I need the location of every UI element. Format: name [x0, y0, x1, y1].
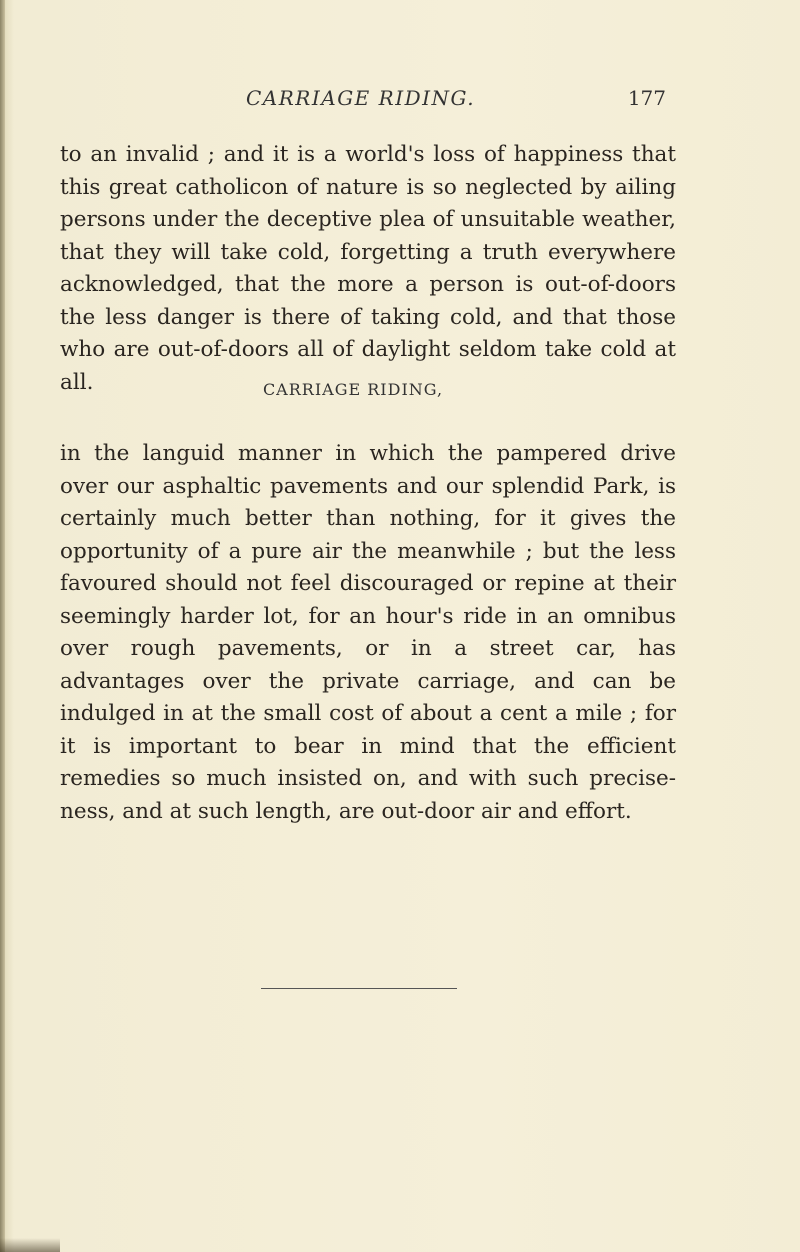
- page-spine-edge: [0, 0, 5, 1252]
- paragraph-1: [60, 139, 676, 399]
- section-end-rule: [261, 988, 457, 989]
- page-header: [60, 86, 676, 116]
- running-head: CARRIAGE RIDING.: [246, 86, 476, 110]
- paragraph-2: [60, 438, 676, 828]
- page-number: 177: [627, 86, 666, 110]
- section-heading: CARRIAGE RIDING,: [262, 380, 444, 399]
- paragraph-2-text: in the languid manner in which the pampered drive over our asphaltic pavements and our splendid Park, is certainly much better than nothing, for it gives the opportunity of a pure air the meanwhile ; but the less favoured should not feel discouraged or repine at their seemingly harder lot, for an hour's ride in an omnibus over rough pavements, or in a street car, has advantages over the private carriage, and can be indulged in at the small cost of about a cent a mile ; for it is important to bear in mind that the efficient remedies so much insisted on, and with such precise-ness, and at such length, are out-door air and effort.: [60, 441, 676, 824]
- page-corner-shadow: [0, 1238, 60, 1252]
- paragraph-1-text: to an invalid ; and it is a world's loss of happiness that this great catholicon of nature is so neglected by ailing persons under the deceptive plea of unsuitable weather, that they will take cold, forgetting a truth everywhere acknowledged, that the more a person is out-of-doors the less danger is there of taking cold, and that those who are out-of-doors all of daylight seldom take cold at all.: [60, 142, 676, 395]
